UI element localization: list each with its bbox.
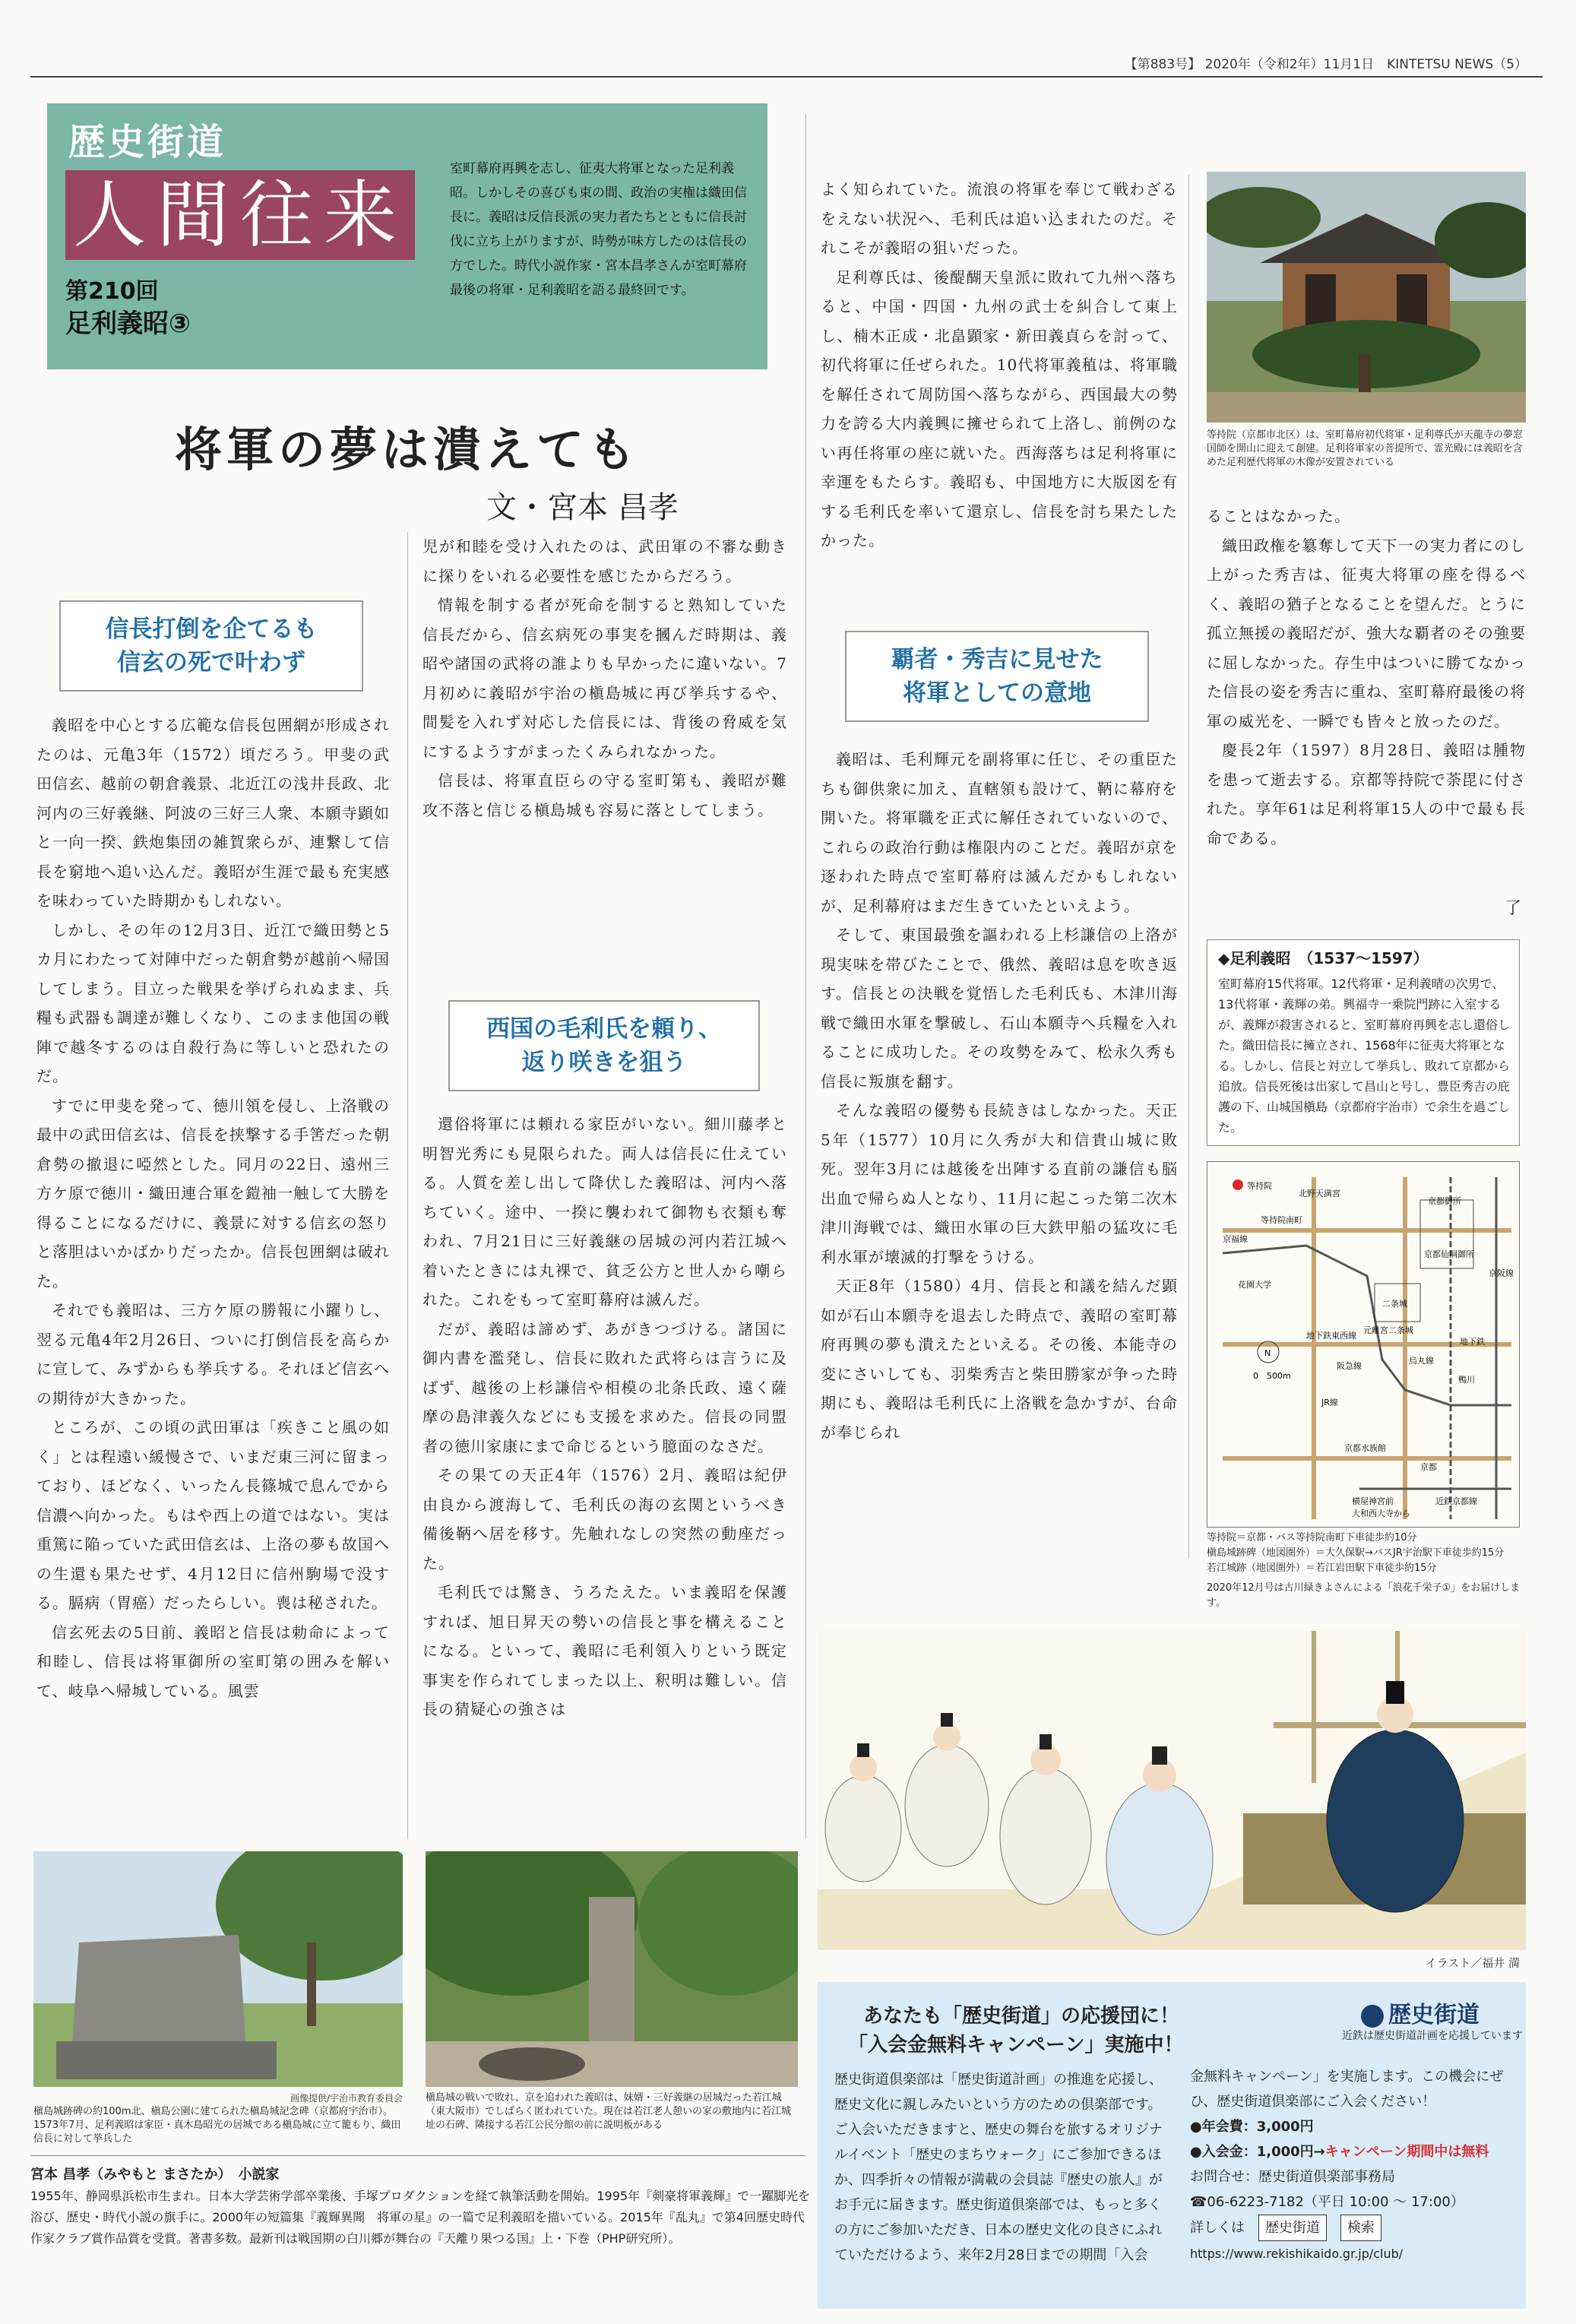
map-pin-icon	[1233, 1179, 1243, 1190]
profile-body: 室町幕府15代将軍。12代将軍・足利義晴の次男で、13代将軍・義輝の弟。興福寺一乗院門跡に入室するが、義輝が殺害されると、室町幕府再興を志し還俗した。織田信長に擁立され、1568年に征夷大将軍となる。しかし、信長と対立して挙兵し、敗れて京都から追放。信長死後は出家して昌山と号し、豊臣秀吉の庇護の下、山城国槇島（京都府宇治市）で余生を過ごした。	[1218, 977, 1511, 1135]
paragraph: それでも義昭は、三方ケ原の勝報に小躍りし、翌る元亀4年2月26日、ついに打倒信長を高らかに宣して、みずからも挙兵する。それほど信玄への期待が大きかった。	[36, 1301, 390, 1407]
photo-wakae-castle	[426, 1851, 798, 2087]
ad-logo-text: 歴史街道	[1388, 2002, 1479, 2028]
author-profile: 1955年、静岡県浜松市生まれ。日本大学芸術学部卒業後、手塚プロダクションを経て執筆活動を開始。1995年『剣豪将軍義輝』で一躍脚光を浴び、歴史・時代小説の旗手に。2000年の短篇集『義輝異聞 将軍の星』の一篇で足利義昭を描いている。2015年『乱丸』で第4回歴史時代作家クラブ賞作品賞を受賞。著書多数。最新刊は戦国期の白川郷が舞台の『天離り果つる国』上・下巻（PHP研究所）。	[30, 2189, 811, 2246]
paragraph: 織田政権を簒奪して天下一の実力者にのし上がった秀吉は、征夷大将軍の座を得るべく、義昭の猶子となることを望んだ。とうに孤立無援の義昭だが、強大な覇者のその強要に屈しなかった。存生中はついに勝てなかった信長の姿を秀吉に重ね、室町幕府最後の将軍の威光を、一瞬でも皆々と放ったのだ。	[1207, 536, 1526, 730]
photo-tojiin	[1207, 172, 1526, 423]
illustration-credit: イラスト／福井 満	[1425, 1956, 1520, 1970]
header-rule	[30, 76, 1543, 78]
map-label: 京都	[1420, 1462, 1437, 1472]
map-label: 地下鉄	[1460, 1337, 1485, 1347]
paragraph: 慶長2年（1597）8月28日、義昭は腫物を患って逝去する。京都等持院で荼毘に付された。享年61は足利将軍15人の中で最も長命である。	[1207, 741, 1526, 847]
ad-campaign-note: キャンペーン期間中は無料	[1324, 2144, 1489, 2160]
ad-body-left: 歴史街道倶楽部は「歴史街道計画」の推進を応援し、歴史文化に親しみたいという方のための倶楽部です。ご入会いただきますと、歴史の舞台を旅するオリジナルイベント「歴史のまちウォーク」にご参加できるほか、四季折々の情報が満載の会員誌『歴史の旅人』がお手元に届きます。歴史街道倶楽部では、もっと多くの方にご参加いただき、日本の歴史文化の良さにふれていただけるよう、来年2月28日までの期間「入会	[834, 2072, 1163, 2263]
map-label: 花園大学	[1238, 1280, 1271, 1290]
paragraph: そんな義昭の優勢も長続きはしなかった。天正5年（1577）10月に久秀が大和信貴山城に敗死。翌年3月には越後を出陣する直前の謙信も脳出血で帰らぬ人となり、11月に起こった第二次木津川海戦では、織田水軍の巨大鉄甲船の猛攻に毛利水軍が壊滅的打撃をうける。	[821, 1101, 1178, 1266]
ad-headline-1: あなたも「歴史街道」の応援団に！	[863, 2005, 1180, 2028]
paragraph: すでに甲斐を発って、徳川領を侵し、上洛戦の最中の武田信玄は、信長を挟撃する手筈だった朝倉勢の撤退に啞然とした。同月の22日、遠州三方ケ原で徳川・織田連合軍を鎧袖一触して大勝を得ることになるだけに、義景に対する信玄の怒りと落胆はいかばかりだったか。信長包囲網は破れた。	[36, 1096, 390, 1290]
paragraph: だが、義昭は諦めず、あがきつづける。諸国に御内書を濫発し、信長に敗れた武将らは言うに及ばず、越後の上杉謙信や相模の北条氏政、遠く薩摩の島津義久などにも支援を求めた。信長の同盟者の徳川家康にまで命じるという臆面のなさだ。	[422, 1319, 787, 1455]
subhead-3	[845, 631, 1149, 722]
paragraph: 天正8年（1580）4月、信長と和議を結んだ顕如が石山本願寺を退去した時点で、義昭の室町幕府再興の夢も潰えたといえる。その後、本能寺の変にさいしても、羽柴秀吉と柴田勝家が争った時期にも、義昭は毛利氏に上洛戦を急かすが、台命が奉じられ	[821, 1277, 1178, 1442]
ad-logo-sub: 近鉄は歴史街道計画を応援しています	[1342, 2030, 1523, 2042]
map-caption-line: 槇島城跡碑（地図圏外）＝大久保駅→バスJR宇治駅下車徒歩約15分	[1207, 1547, 1505, 1559]
photo-makishima-monument	[33, 1851, 403, 2087]
subhead-3-line1: 覇者・秀吉に見せた	[891, 646, 1103, 673]
end-mark: 了	[1505, 899, 1522, 918]
map-north: N	[1264, 1348, 1271, 1358]
lead-text: 室町幕府再興を志し、征夷大将軍となった足利義昭。しかしその喜びも束の間、政治の実権は織田信長に。義昭は反信長派の実力者たちとともに信長討伐に立ち上がりますが、時勢が味方したのは信長の方でした。時代小説作家・宮本昌孝さんが室町幕府最後の将軍・足利義昭を語る最終回です。	[450, 161, 747, 298]
subhead-1-line1: 信長打倒を企てるも	[105, 616, 318, 643]
column-divider	[805, 114, 806, 1839]
illustration-audience	[818, 1631, 1526, 1950]
logo-mark-icon	[1361, 2005, 1384, 2028]
ad-logo	[1361, 1996, 1479, 2029]
article-column-2a	[422, 532, 787, 825]
article-headline: 将軍の夢は潰えても	[175, 422, 641, 477]
photo-credit: 画像提供/宇治市教育委員会	[290, 2093, 403, 2104]
map-label: JR線	[1321, 1398, 1338, 1407]
ad-fee-entry: ●入会金：1,000円→	[1190, 2144, 1325, 2160]
paragraph: よく知られていた。流浪の将軍を奉じて戦わざるをえない状況へ、毛利氏は追い込まれたのだ。それこそが義昭の狙いだった。	[821, 180, 1178, 257]
paragraph: 毛利氏では驚き、うろたえた。いま義昭を保護すれば、旭日昇天の勢いの信長と事を構えることになる。といって、義昭に毛利領入りという既定事実を作られてしまった以上、釈明は難しい。信長の猜疑心の強さは	[422, 1583, 787, 1718]
map-label: 近鉄京都線	[1435, 1496, 1477, 1506]
ad-search-label: 詳しくは	[1190, 2220, 1245, 2236]
paragraph: その果ての天正4年（1576）2月、義昭は紀伊由良から渡海して、毛利氏の海の玄関というべき備後鞆へ居を移す。先触れなしの突然の動座だった。	[422, 1466, 787, 1572]
map-label: 等持院	[1247, 1181, 1272, 1191]
paragraph: 還俗将軍には頼れる家臣がいない。細川藤孝と明智光秀にも見限られた。両人は信長に仕えている。人質を差し出して降伏した義昭は、河内へ落ちていく。途中、一揆に襲われて御物も衣類も奪われ、7月21日に三好義継の居城の河内若江城へ着いたときには丸裸で、貧乏公方と世人から嘲られた。これをもって室町幕府は滅んだ。	[422, 1115, 787, 1309]
map-label: 二条城	[1382, 1299, 1407, 1309]
article-column-3a	[821, 175, 1178, 556]
map-label: 烏丸線	[1409, 1356, 1434, 1366]
paragraph: しかし、その年の12月3日、近江で織田勢と5カ月にわたって対陣中だった朝倉勢が越前へ帰国してしまう。目立った戦果を挙げられぬまま、兵糧も武器も調達が難しくなり、このまま他国の戦陣で越冬するのは自殺行為に等しいと恐れたのだ。	[36, 920, 390, 1085]
paragraph: ることはなかった。	[1207, 507, 1350, 525]
subhead-1-line2: 信玄の死で叶わず	[117, 649, 305, 676]
map-label: 京都仙洞御所	[1424, 1249, 1474, 1259]
subhead-2	[448, 1000, 760, 1091]
map-label: 大和西大寺から	[1352, 1509, 1410, 1518]
map-label: 元離宮二条城	[1363, 1325, 1413, 1335]
map-label: 京福線	[1223, 1234, 1248, 1244]
map-caption-line: 若江城跡（地図圏外）＝若江岩田駅下車徒歩約15分	[1207, 1563, 1437, 1574]
map-caption	[1207, 1531, 1526, 1611]
byline: 文・宮本 昌孝	[486, 490, 679, 525]
profile-box	[1207, 939, 1520, 1146]
subhead-1	[59, 600, 363, 692]
map-label: 鴨川	[1458, 1375, 1475, 1385]
map-label: 京都水族館	[1344, 1443, 1386, 1453]
paragraph: 児が和睦を受け入れたのは、武田軍の不審な動きに探りをいれる必要性を感じたからだろう。	[422, 537, 787, 585]
photo-makishima-caption: 槇島城跡碑の約100m北、槇島公園に建てられた槇島城記念碑（京都府宇治市）。1573年7月、足利義昭は家臣・真木島昭光の居城である槇島城に立て籠もり、織田信長に対して挙兵した	[33, 2106, 401, 2145]
series-name: 歴史街道	[68, 121, 227, 163]
ad-body-text: 金無料キャンペーン」を実施します。この機会にぜひ、歴史街道倶楽部にご入会ください！	[1190, 2069, 1504, 2110]
article-column-4	[1207, 502, 1526, 853]
subhead-3-line2: 将軍としての意地	[903, 679, 1091, 707]
page-header: 【第883号】 2020年（令和2年）11月1日 KINTETSU NEWS（5）	[1124, 57, 1527, 72]
ad-search-button[interactable]: 検索	[1340, 2215, 1381, 2241]
ad-search-term[interactable]: 歴史街道	[1258, 2215, 1327, 2241]
ad-body-right	[1190, 2064, 1517, 2266]
club-ad	[818, 1982, 1526, 2309]
episode-number: 第210回	[65, 278, 159, 305]
photo-tojiin-caption: 等持院（京都市北区）は、室町幕府初代将軍・足利尊氏が天龍寺の夢窓国師を開山に迎えて創建。足利将軍家の菩提所で、霊光殿には義昭を含めた足利歴代将軍の木像が安置されている	[1207, 429, 1524, 468]
series-title: 人間往来	[65, 170, 415, 260]
map-caption-line: 等持院＝京都・バス等持院南町下車徒歩約10分	[1207, 1532, 1417, 1544]
article-column-2b	[422, 1110, 787, 1724]
paragraph: そして、東国最強を謳われる上杉謙信の上洛が現実味を帯びたことで、俄然、義昭は息を吹き返す。信長との決戦を覚悟した毛利氏も、木津川海戦で織田水軍を撃破し、石山本願寺へ兵糧を入れることに成功した。その攻勢をみて、松永久秀も信長に叛旗を翻す。	[821, 926, 1178, 1091]
ad-contact: お問合せ：歴史街道倶楽部事務局	[1190, 2169, 1395, 2185]
ad-fee-annual: ●年会費：3,000円	[1190, 2119, 1314, 2135]
map-label: 京阪線	[1489, 1268, 1514, 1278]
column-divider	[1188, 175, 1189, 1558]
article-column-3b	[821, 745, 1178, 1447]
paragraph: ところが、この頃の武田軍は「疾きこと風の如く」とは程遠い緩慢さで、いまだ東三河に留まっており、ほどなく、いったん長篠城で息んでから信濃へ向かった。もはや西上の道ではない。実は重篤に陥っていた武田信玄は、上洛の夢も故国への生還も果たせず、4月12日に信州駒場で没する。膈病（胃癌）だったらしい。喪は秘された。	[36, 1418, 390, 1612]
series-banner	[47, 103, 767, 369]
subhead-2-line2: 返り咲きを狙う	[521, 1049, 687, 1076]
map-label: 等持院南町	[1261, 1215, 1302, 1225]
map-label: 阪急線	[1337, 1361, 1362, 1371]
paragraph: 信玄死去の5日前、義昭と信長は勅命によって和睦し、信長は将軍御所の室町第の囲みを解いて、岐阜へ帰城している。風雲	[36, 1623, 390, 1700]
episode-subject: 足利義昭③	[65, 309, 191, 339]
map-label: 横屋神宮前	[1352, 1496, 1394, 1506]
paragraph: 義昭を中心とする広範な信長包囲網が形成されたのは、元亀3年（1572）頃だろう。甲斐の武田信玄、越前の朝倉義景、北近江の浅井長政、北河内の三好義継、阿波の三好三人衆、本願寺顕如と一向一揆、鉄炮集団の雑賀衆らが、連繋して信長を窮地へ追い込んだ。義昭が生涯で最も充実感を味わっていた時期かもしれない。	[36, 716, 390, 910]
access-map	[1207, 1161, 1520, 1528]
map-label: 地下鉄東西線	[1306, 1331, 1356, 1341]
photo-wakae-caption: 槇島城の戦いで敗れ、京を追われた義昭は、妹婿・三好義継の居城だった若江城（東大阪市）でしばらく匿われていた。現在は若江老人憩いの家の敷地内に若江城址の石碑、隣接する若江公民分館の前に説明板がある	[426, 2092, 792, 2131]
paragraph: 情報を制する者が死命を制すると熟知していた信長だから、信玄病死の事実を摑んだ時期は、義昭や諸国の武将の誰よりも早かったに違いない。7月初めに義昭が宇治の槇島城に再び挙兵するや、間髪を入れず対応した信長には、背後の脅威を気にするようすがまったくみられなかった。	[422, 596, 787, 761]
next-issue-note: 2020年12月号は古川緑きよさんによる「浪花千栄子①」をお届けします。	[1207, 1582, 1521, 1609]
paragraph: 足利尊氏は、後醍醐天皇派に敗れて九州へ落ちると、中国・四国・九州の武士を糾合して東上し、楠木正成・北畠顕家・新田義貞らを討って、初代将軍に任ぜられた。10代将軍義稙は、将軍職を解任されて周防国へ落ちながら、西国最大の勢力を誇る大内義興に擁せられて上洛し、前例のない再任将軍の座に就いた。西海落ちは足利将軍に幸運をもたらす。義昭も、中国地方に大版図を有する毛利氏を率いて還京し、信長を討ち果たしたかった。	[821, 268, 1178, 549]
ad-url[interactable]: https://www.rekishikaido.gr.jp/club/	[1190, 2246, 1404, 2261]
author-name: 宮本 昌孝（みやもと まさたか） 小説家	[30, 2167, 280, 2183]
map-label: 北野天満宮	[1299, 1189, 1340, 1198]
column-divider	[407, 532, 408, 1839]
bio-rule	[30, 2155, 805, 2156]
paragraph: 信長は、将軍直臣らの守る室町第も、義昭が難攻不落と信じる槇島城も容易に落としてしまう。	[422, 771, 787, 819]
map-label: 京都御所	[1428, 1196, 1461, 1206]
profile-title: ◆足利義昭 （1537〜1597）	[1218, 949, 1429, 967]
map-scale: 0 500m	[1253, 1371, 1291, 1381]
subhead-2-line1: 西国の毛利氏を頼り、	[486, 1015, 722, 1043]
article-column-1	[36, 711, 390, 1705]
author-bio	[30, 2164, 813, 2250]
ad-headline-2: 「入会金無料キャンペーン」実施中！	[848, 2034, 1184, 2056]
paragraph: 義昭は、毛利輝元を副将軍に任じ、その重臣たちも御供衆に加え、直轄領も設けて、鞆に幕府を開いた。将軍職を正式に解任されていないので、これらの政治行動は権限内のことだ。義昭が京を逐われた時点で室町幕府は滅んだかもしれないが、足利幕府はまだ生きていたといえよう。	[821, 750, 1178, 915]
ad-tel: ☎06-6223-7182（平日 10:00 ～ 17:00）	[1190, 2194, 1464, 2210]
